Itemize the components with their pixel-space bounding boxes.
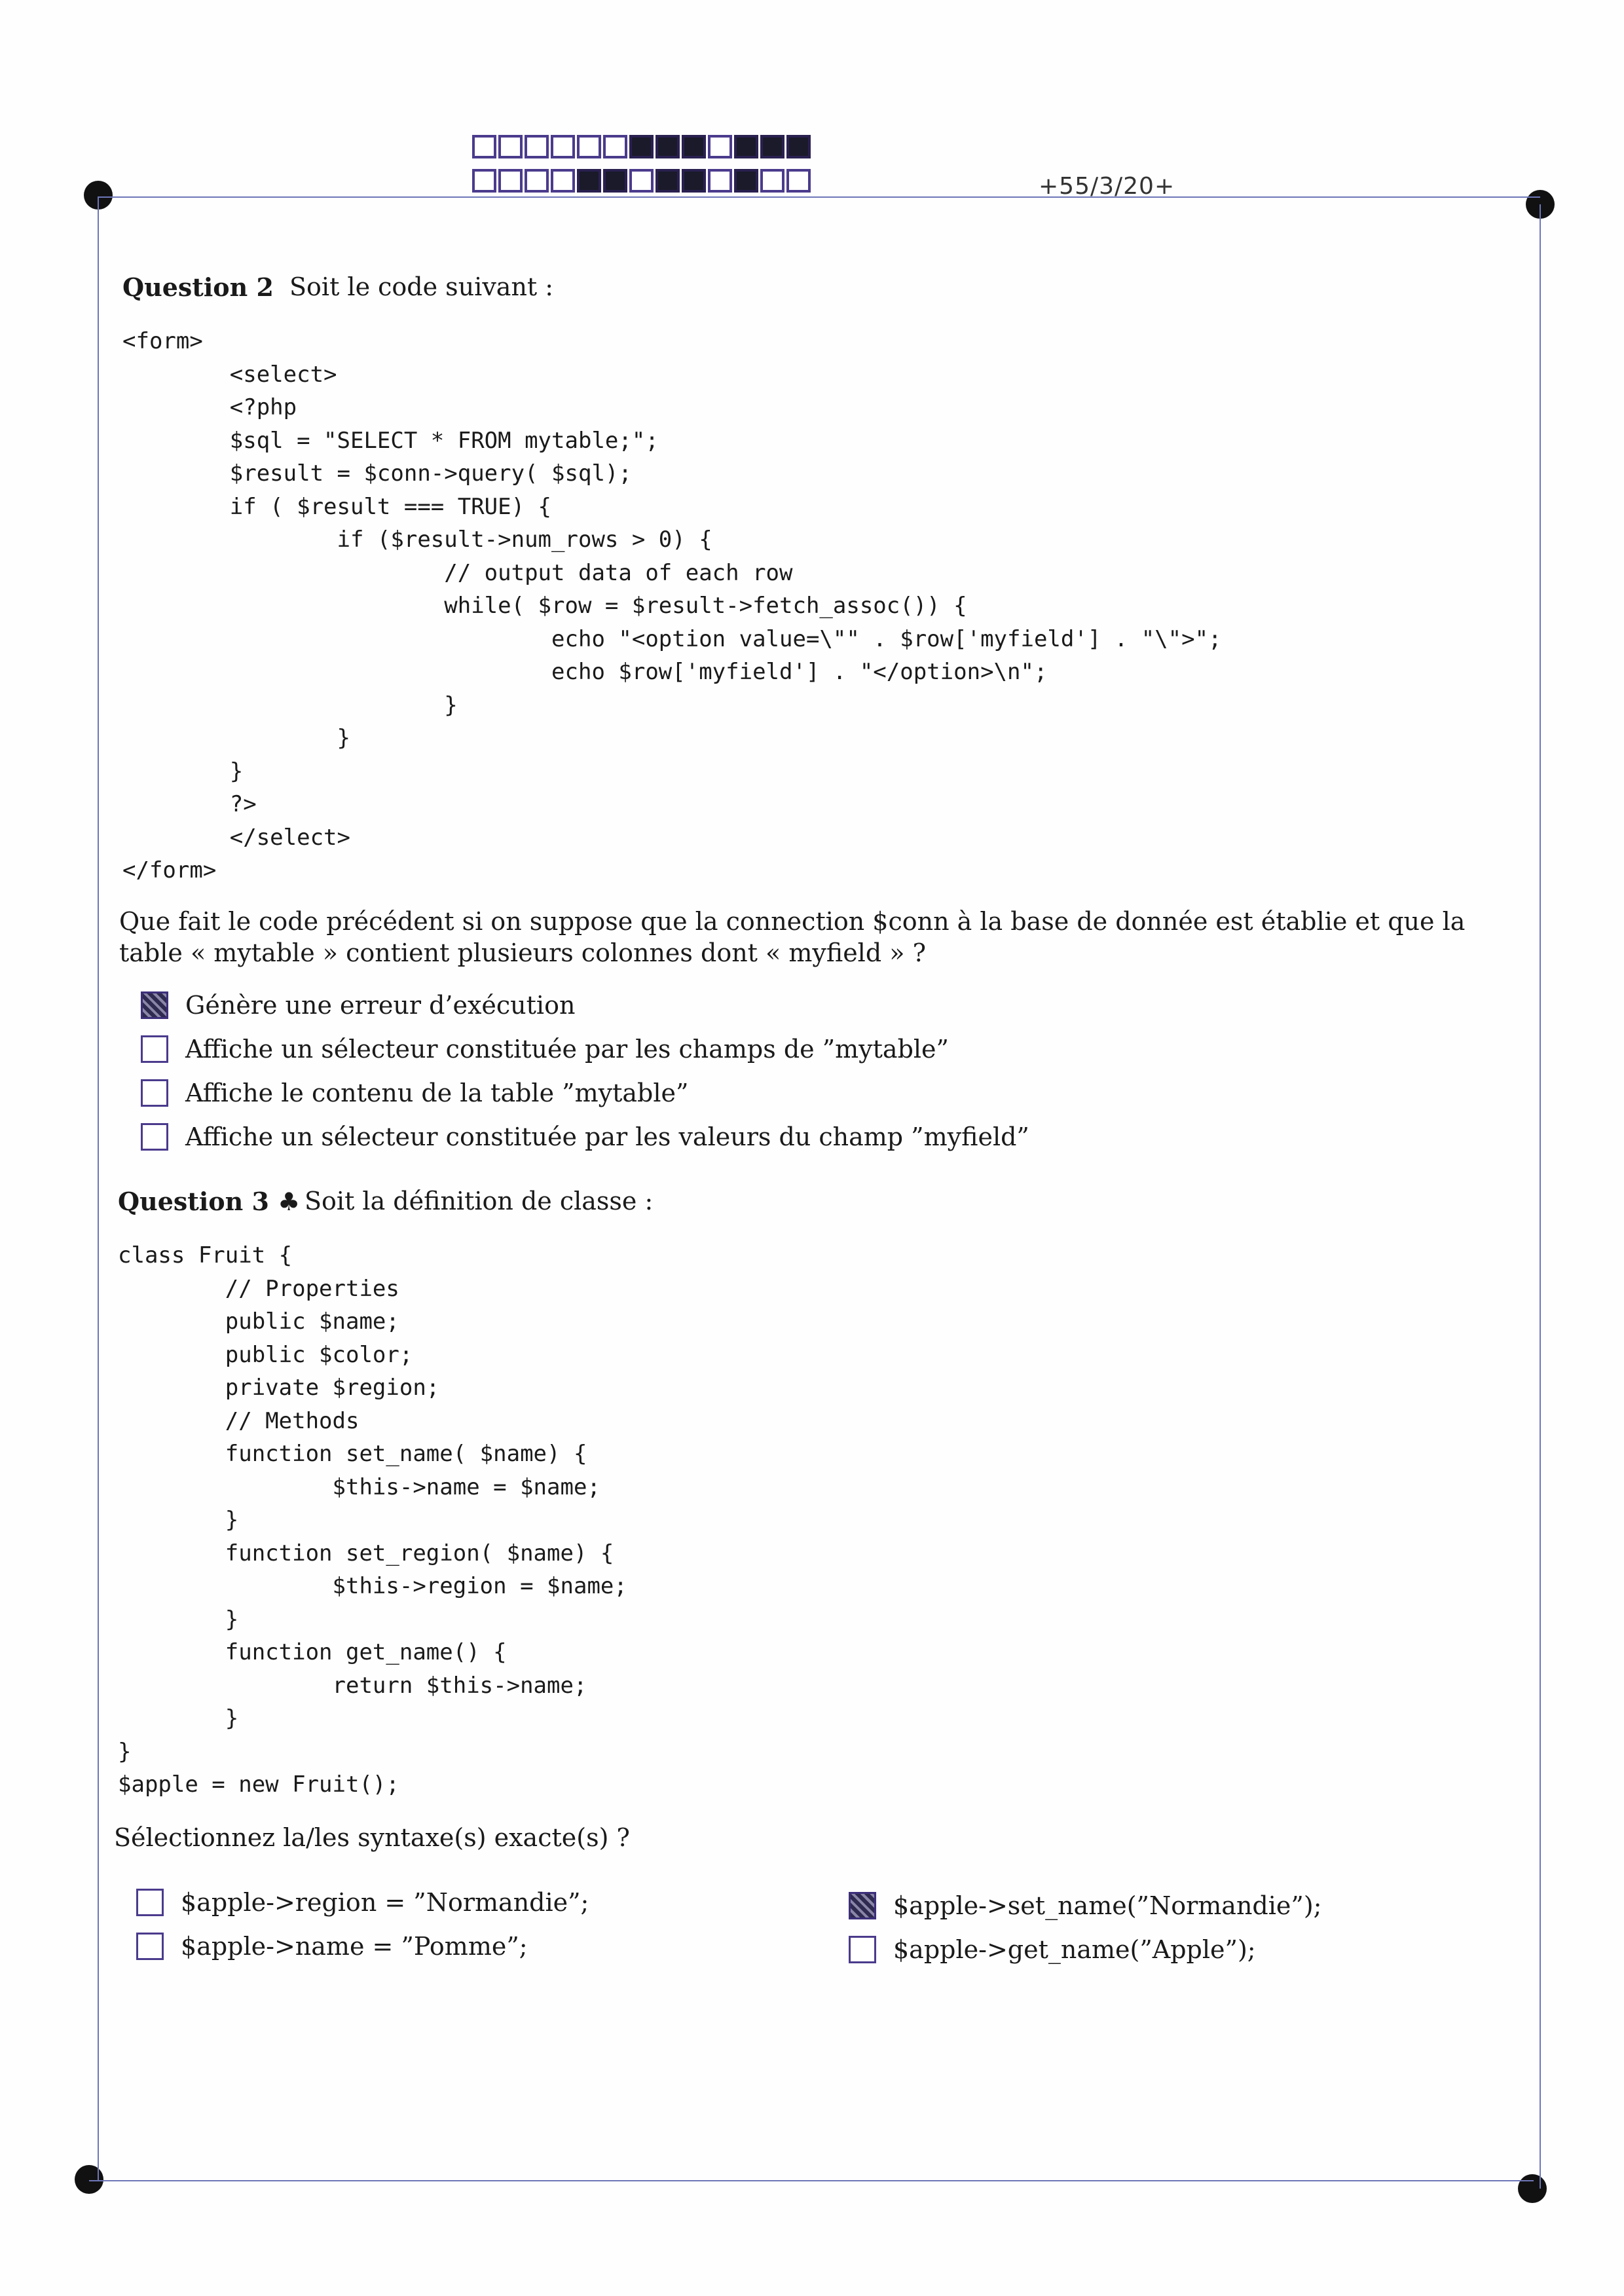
barcode-cell bbox=[655, 169, 680, 193]
barcode-cell bbox=[472, 135, 496, 158]
barcode-cell bbox=[734, 135, 758, 158]
q3-option-2-label: $apple->name = ”Pomme”; bbox=[181, 1932, 528, 1961]
q2-option-3[interactable] bbox=[141, 1079, 688, 1107]
q3-option-4[interactable] bbox=[849, 1935, 1256, 1964]
barcode-cell bbox=[551, 169, 575, 193]
q2-option-3-label: Affiche le contenu de la table ”mytable” bbox=[185, 1079, 689, 1107]
barcode-row-2 bbox=[472, 169, 813, 193]
frame-left bbox=[98, 196, 99, 2181]
barcode-cell bbox=[734, 169, 758, 193]
q2-option-2-label: Affiche un sélecteur constituée par les champs de ”mytable” bbox=[185, 1035, 949, 1064]
frame-top bbox=[98, 196, 1540, 198]
barcode-cell bbox=[708, 169, 732, 193]
q3-option-3-label: $apple->set_name(”Normandie”); bbox=[893, 1891, 1322, 1920]
q3-option-1-checkbox[interactable] bbox=[136, 1889, 164, 1916]
question-2-code: <form> <select> <?php $sql = "SELECT * FROM mytable;"; $result = $conn->query( $sql); if ( $result === TRUE) { if ($result->num_rows > 0) { // output data of each row while( $row = $result->fetch_assoc()) { echo "<option value=\"" . $row['myfield'] . "\">"; echo $row['myfield'] . "</option>\n"; } } } ?> </select> </form> bbox=[122, 328, 1222, 883]
barcode-cell bbox=[472, 169, 496, 193]
barcode-cell bbox=[498, 135, 523, 158]
barcode-cell bbox=[682, 169, 706, 193]
barcode-cell bbox=[551, 135, 575, 158]
barcode-cell bbox=[760, 169, 784, 193]
barcode-cell bbox=[525, 169, 549, 193]
barcode-cell bbox=[603, 169, 627, 193]
question-3-title: Question 3 ♣ bbox=[118, 1187, 301, 1216]
q2-option-2-checkbox[interactable] bbox=[141, 1035, 168, 1063]
question-2-prompt: Que fait le code précédent si on suppose que la connection $conn à la base de donnée est établie et que la table « mytable » contient plusieurs colonnes dont « myfield » ? bbox=[119, 907, 1466, 967]
barcode-cell bbox=[498, 169, 523, 193]
q3-option-3-checkbox[interactable] bbox=[849, 1892, 876, 1919]
q2-option-2[interactable] bbox=[141, 1035, 949, 1064]
q3-option-1-label: $apple->region = ”Normandie”; bbox=[181, 1888, 589, 1917]
q3-option-2-checkbox[interactable] bbox=[136, 1933, 164, 1960]
barcode-cell bbox=[577, 169, 601, 193]
q2-option-1-checkbox[interactable] bbox=[141, 991, 168, 1019]
q2-option-4[interactable] bbox=[141, 1122, 1029, 1151]
frame-right bbox=[1540, 204, 1541, 2189]
q3-option-4-label: $apple->get_name(”Apple”); bbox=[893, 1935, 1256, 1964]
q3-option-3[interactable] bbox=[849, 1891, 1321, 1920]
q2-option-1-label: Génère une erreur d’exécution bbox=[185, 991, 576, 1020]
page-code: +55/3/20+ bbox=[1039, 173, 1175, 200]
barcode-cell bbox=[629, 135, 654, 158]
q3-option-1[interactable] bbox=[136, 1888, 589, 1917]
barcode-cell bbox=[525, 135, 549, 158]
corner-mark-bottom-left bbox=[75, 2165, 103, 2194]
q3-option-4-checkbox[interactable] bbox=[849, 1936, 876, 1963]
q2-option-4-checkbox[interactable] bbox=[141, 1123, 168, 1151]
question-2-intro: Soit le code suivant : bbox=[289, 272, 554, 301]
barcode-cell bbox=[786, 135, 811, 158]
barcode-cell bbox=[603, 135, 627, 158]
q3-option-2[interactable] bbox=[136, 1932, 528, 1961]
q2-option-1[interactable] bbox=[141, 991, 575, 1020]
q2-option-3-checkbox[interactable] bbox=[141, 1079, 168, 1107]
question-3-intro: Soit la définition de classe : bbox=[304, 1187, 654, 1215]
barcode-cell bbox=[682, 135, 706, 158]
corner-mark-bottom-right bbox=[1518, 2174, 1547, 2203]
frame-bottom bbox=[89, 2180, 1534, 2181]
barcode-cell bbox=[629, 169, 654, 193]
barcode-cell bbox=[786, 169, 811, 193]
barcode-row-1 bbox=[472, 135, 813, 158]
q2-option-4-label: Affiche un sélecteur constituée par les valeurs du champ ”myfield” bbox=[185, 1122, 1029, 1151]
question-3-prompt: Sélectionnez la/les syntaxe(s) exacte(s) ? bbox=[114, 1823, 630, 1852]
barcode-cell bbox=[655, 135, 680, 158]
question-3-code: class Fruit { // Properties public $name; public $color; private $region; // Methods function set_name( $name) { $this->name = $name; } function set_region( $name) { $this->region = $name; } function get_name() { return $this->name; } } $apple = new Fruit(); bbox=[118, 1242, 627, 1798]
barcode-cell bbox=[760, 135, 784, 158]
barcode-cell bbox=[708, 135, 732, 158]
question-2-title: Question 2 bbox=[122, 272, 274, 302]
barcode-cell bbox=[577, 135, 601, 158]
